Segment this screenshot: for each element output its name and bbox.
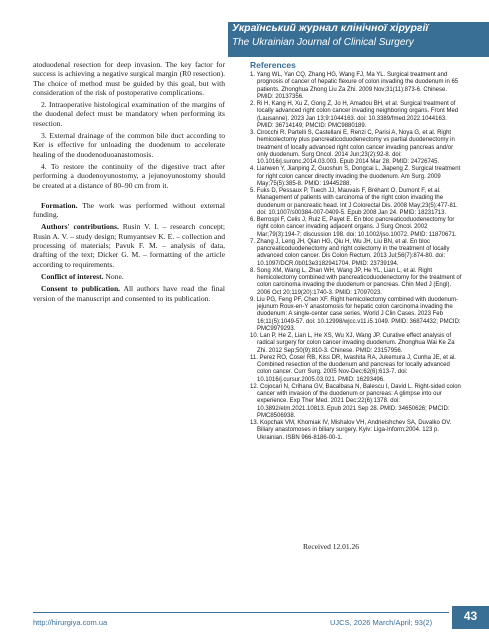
consent-label: Consent to publication. <box>41 284 121 294</box>
reference-item: 1. Yang WL, Yan CQ, Zhang HG, Wang FJ, Ma YL. Surgical treatment and prognosis of cancer of hepatic flexure of colon invading the duodenum in 65 patients. Zhonghua Zhong Liu Za Zhi. 2009 Nov;31(11):873-6. Chinese. PMID: 20137356. <box>250 72 459 100</box>
conflict-label: Conflict of interest. <box>41 271 104 281</box>
reference-item: 9. Liu PG, Feng PF, Chen XF. Right hemicolectomy combined with duodenum-jejunum Roux-en-Y anastomosis for hepatic colon carcinoma invading the duodenum: A single-center case series. World J Clin Cases. 2023 Feb 16;11(5):1049-57. doi: 10.12998/wjcc.v11.i5.1049. PMID: 36874432; PMCID: PMC9979293. <box>250 296 461 332</box>
reference-item: 5. Fuks D, Pessaux P, Tuech JJ, Mauvais F, Bréhant O, Dumont F, et al. Management of patients with carcinoma of the right colon invading the duodenum or pancreatic head. Int J Colorectal Dis. 2008 May;23(5):477-81. doi: 10.1007/s00384-007-0409-5. Epub 2008 Jan 24. PMID: 18231713. <box>250 188 458 216</box>
consent-statement <box>33 284 225 303</box>
reference-item: 11. Perez RO, Coser RB, Kiss DR, Iwashita RA, Jukemura J, Cunha JE, et al. Combined resection of the duodenum and pancreas for locally advanced colon cancer. Curr Surg. 2005 Nov-Dec;62(6):613-7. doi: 10.1016/j.cursur.2005.03.021. PMID: 16293496. <box>250 354 456 383</box>
conflict-statement <box>33 272 225 281</box>
reference-item: 6. Berrospi F, Celis J, Ruiz E, Payet E. En bloc pancreaticoduodenectomy for right colon cancer invading adjacent organs. J Surg Oncol. 2002 Mar;79(3):194-7; discussion 198. doi: 10.1002/jso.10072. PMID: 11870671. <box>250 217 457 238</box>
reference-item: 7. Zhang J, Leng JH, Qian HG, Qiu H, Wu JH, Liu BN, et al. En bloc pancreaticoduodenectomy and right colectomy in the treatment of locally advanced colon cancer. Dis Colon Rectum. 2013 Jul;56(7):874-80. doi: 10.1097/DCR.0b013e3182941704. PMID: 23739194. <box>250 238 450 267</box>
reference-item: 8. Song XM, Wang L, Zhan WH, Wang JP, He YL, Lian L, et al. Right hemicolectomy combined with pancreaticoduodenectomy for the treatment of colon carcinoma invading the duodenum or pancreas. Chin Med J (Engl). 2006 Oct 20;119(20):1740-3. PMID: 17097023. <box>250 267 462 296</box>
funding-statement <box>33 201 225 220</box>
conflict-text: None. <box>103 271 124 281</box>
reference-item: 13. Kopchak VM, Khomiak IV, Mishalov VH, Andrieishchev SA, Duvalko OV. Biliary anastomoses in biliary surgery. Kyiv: Liga-Inform;2004. 123 p. Ukrainian. ISBN 966-8186-00-1. <box>250 420 452 441</box>
references-heading: References <box>250 60 296 70</box>
reference-item: 3. Cirocchi R, Partelli S, Castellani E, Renzi C, Parisi A, Noya G, et al. Right hemicolectomy plus pancreaticoduodenectomy vs partial duodenectomy in treatment of locally advanced right colon cancer invading pancreas and/or only duodenum. Surg Oncol. 2014 Jun;23(2):92-8. doi: 10.1016/j.suronc.2014.03.003. Epub 2014 Mar 28. PMID: 24726745. <box>250 130 455 165</box>
body-column <box>33 60 225 306</box>
paragraph-conclusion-2: 2. Intraoperative histological examination of the margins of the duodenal defect must be mandatory when performing its resection. <box>33 100 225 128</box>
contributions-text: Rusin V. I. – research concept; Rusin A. V. – study design; Rumyantsev K. E. – collection and processing of materials; Pavuk F. M. – analysis of data, drafting of the text; Dicker G. M. – formatting of the article according to requirements. <box>33 222 225 269</box>
journal-title-english: The Ukrainian Journal of Clinical Surgery <box>232 37 414 48</box>
funding-text: The work was performed without external funding. <box>33 200 225 220</box>
consent-text: All authors have read the final version of the manuscript and consented to its publication. <box>33 284 226 303</box>
reference-item: 12. Cojocari N, Crihana GV, Bacalbasa N, Balescu I, David L. Right-sided colon cancer with invasion of the duodenum or pancreas: A glimpse into our experience. Exp Ther Med. 2021 Dec;22(6):1378. doi: 10.3892/etm.2021.10813. Epub 2021 Sep 28. PMID: 34650626; PMCID: PMC8506938. <box>250 383 461 419</box>
reference-item: 2. Ri H, Kang H, Xu Z, Gong Z, Jo H, Amadou BH, et al. Surgical treatment of locally advanced right colon cancer invading neighboring organs. Front Med (Lausanne). 2023 Jan 13;9:1044163. doi: 10.3389/fmed.2022.1044163. PMID: 36714149; PMCID: PMC9880189. <box>250 101 459 129</box>
funding-label: Formation. <box>41 200 78 210</box>
header-divider <box>228 55 489 57</box>
footer-divider <box>33 612 449 613</box>
paragraph-conclusion-3: 3. External drainage of the common bile duct according to Ker is effective for unloading the duodenum to accelerate healing of the duodenoduoanastomosis. <box>33 131 225 159</box>
reference-item: 4. Lianwen Y, Jianping Z, Guoshun S, Dongcai L, Jiapeng Z. Surgical treatment for right colon cancer directly invading the duodenum. Am Surg. 2009 May;75(5):385-8. PMID: 19445288. <box>250 166 461 187</box>
contributions-statement <box>33 222 225 268</box>
references-column <box>250 60 462 442</box>
journal-url-link[interactable]: http://hirurgiya.com.ua <box>33 618 108 627</box>
paragraph-conclusion-4: 4. To restore the continuity of the digestive tract after performing a duodenoyunostomy, a jejunoyunostomy should be created at a distance of 80–90 cm from it. <box>33 161 225 190</box>
journal-title-ukrainian: Український журнал клінічної хірургії <box>232 22 429 34</box>
contributions-label: Authors' contributions. <box>41 222 119 232</box>
reference-item: 10. Lan P, He Z, Lian L, He XS, Wu XJ, Wang JP. Curative effect analysis of radical surgery for colon cancer invading duodenum. Zhonghua Wai Ke Za Zhi. 2012 Sep;50(9):810-3. Chinese. PMID: 23157956. <box>250 333 455 354</box>
paragraph-conclusion-1: atoduodenal resection for deep invasion. The key factor for success is achieving a negative surgical margin (R0 resection). The choice of method must be guided by this goal, but with consideration of the risk of postoperative complications. <box>33 60 225 97</box>
page-number: 43 <box>463 609 478 623</box>
journal-citation: UJCS, 2026 March/April; 93(2) <box>330 618 433 627</box>
received-date: Received 12.01.26 <box>303 542 360 551</box>
